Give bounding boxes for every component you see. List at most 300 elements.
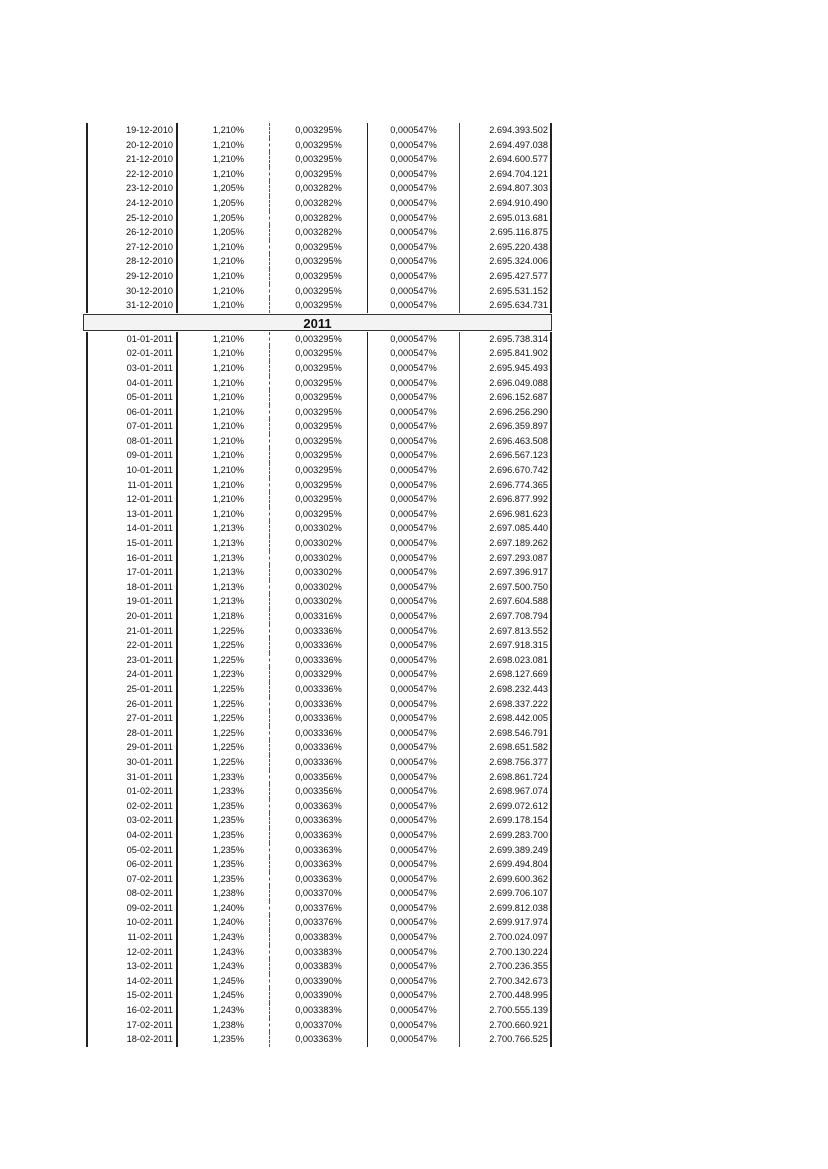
annual-rate-cell: 1,210% [178, 138, 270, 153]
annual-rate-cell: 1,210% [178, 434, 270, 449]
daily-rate-cell: 0,003295% [270, 123, 368, 138]
annual-rate-cell: 1,225% [178, 711, 270, 726]
amount-cell: 2.699.494.804 [460, 857, 552, 872]
annual-rate-cell: 1,210% [178, 240, 270, 255]
date-cell: 12-01-2011 [86, 492, 178, 507]
amount-cell: 2.699.072.612 [460, 799, 552, 814]
amount-cell: 2.697.813.552 [460, 624, 552, 639]
amount-cell: 2.696.774.365 [460, 478, 552, 493]
annual-rate-cell: 1,235% [178, 872, 270, 887]
date-cell: 10-01-2011 [86, 463, 178, 478]
table-row [86, 390, 552, 405]
daily-rate-cell: 0,003295% [270, 254, 368, 269]
amount-cell: 2.699.706.107 [460, 886, 552, 901]
table-row [86, 196, 552, 211]
daily-rate-cell: 0,003295% [270, 376, 368, 391]
annual-rate-cell: 1,210% [178, 332, 270, 347]
date-cell: 04-02-2011 [86, 828, 178, 843]
date-cell: 11-01-2011 [86, 478, 178, 493]
amount-cell: 2.698.861.724 [460, 770, 552, 785]
date-cell: 30-01-2011 [86, 755, 178, 770]
annual-rate-cell: 1,225% [178, 755, 270, 770]
increment-rate-cell: 0,000547% [368, 181, 460, 196]
table-row [86, 1003, 552, 1018]
amount-cell: 2.695.634.731 [460, 298, 552, 313]
table-row [86, 594, 552, 609]
table-row [86, 419, 552, 434]
table-row [86, 872, 552, 887]
table-row [86, 638, 552, 653]
date-cell: 25-12-2010 [86, 211, 178, 226]
date-cell: 26-12-2010 [86, 225, 178, 240]
daily-rate-cell: 0,003282% [270, 225, 368, 240]
date-cell: 29-01-2011 [86, 740, 178, 755]
table-row [86, 361, 552, 376]
daily-rate-cell: 0,003295% [270, 269, 368, 284]
annual-rate-cell: 1,210% [178, 405, 270, 420]
daily-rate-cell: 0,003370% [270, 886, 368, 901]
annual-rate-cell: 1,210% [178, 254, 270, 269]
increment-rate-cell: 0,000547% [368, 123, 460, 138]
annual-rate-cell: 1,210% [178, 298, 270, 313]
increment-rate-cell: 0,000547% [368, 152, 460, 167]
daily-rate-cell: 0,003336% [270, 755, 368, 770]
table-row [86, 269, 552, 284]
amount-cell: 2.698.967.074 [460, 784, 552, 799]
table-row [86, 405, 552, 420]
daily-rate-cell: 0,003316% [270, 609, 368, 624]
daily-rate-cell: 0,003329% [270, 667, 368, 682]
increment-rate-cell: 0,000547% [368, 196, 460, 211]
increment-rate-cell: 0,000547% [368, 332, 460, 347]
annual-rate-cell: 1,245% [178, 988, 270, 1003]
date-cell: 05-01-2011 [86, 390, 178, 405]
amount-cell: 2.695.324.006 [460, 254, 552, 269]
increment-rate-cell: 0,000547% [368, 594, 460, 609]
date-cell: 08-02-2011 [86, 886, 178, 901]
increment-rate-cell: 0,000547% [368, 959, 460, 974]
annual-rate-cell: 1,225% [178, 740, 270, 755]
amount-cell: 2.697.604.588 [460, 594, 552, 609]
daily-rate-cell: 0,003336% [270, 682, 368, 697]
daily-rate-cell: 0,003363% [270, 1032, 368, 1047]
increment-rate-cell: 0,000547% [368, 974, 460, 989]
daily-rate-cell: 0,003295% [270, 346, 368, 361]
table-row [86, 492, 552, 507]
daily-rate-cell: 0,003336% [270, 624, 368, 639]
amount-cell: 2.698.756.377 [460, 755, 552, 770]
table-row [86, 755, 552, 770]
annual-rate-cell: 1,205% [178, 181, 270, 196]
table-row [86, 1018, 552, 1033]
table-row [86, 181, 552, 196]
date-cell: 07-02-2011 [86, 872, 178, 887]
annual-rate-cell: 1,225% [178, 726, 270, 741]
annual-rate-cell: 1,218% [178, 609, 270, 624]
year-separator: 2011 [83, 314, 552, 331]
amount-cell: 2.695.013.681 [460, 211, 552, 226]
annual-rate-cell: 1,213% [178, 594, 270, 609]
daily-rate-cell: 0,003302% [270, 521, 368, 536]
amount-cell: 2.698.442.005 [460, 711, 552, 726]
increment-rate-cell: 0,000547% [368, 1018, 460, 1033]
amount-cell: 2.698.232.443 [460, 682, 552, 697]
increment-rate-cell: 0,000547% [368, 284, 460, 299]
date-cell: 14-01-2011 [86, 521, 178, 536]
increment-rate-cell: 0,000547% [368, 298, 460, 313]
amount-cell: 2.697.500.750 [460, 580, 552, 595]
increment-rate-cell: 0,000547% [368, 521, 460, 536]
amount-cell: 2.699.917.974 [460, 915, 552, 930]
date-cell: 17-02-2011 [86, 1018, 178, 1033]
annual-rate-cell: 1,205% [178, 211, 270, 226]
date-cell: 17-01-2011 [86, 565, 178, 580]
increment-rate-cell: 0,000547% [368, 492, 460, 507]
table-row [86, 463, 552, 478]
table-row [86, 784, 552, 799]
annual-rate-cell: 1,245% [178, 974, 270, 989]
amount-cell: 2.695.116.875 [460, 225, 552, 240]
table-row [86, 225, 552, 240]
increment-rate-cell: 0,000547% [368, 376, 460, 391]
increment-rate-cell: 0,000547% [368, 682, 460, 697]
daily-rate-cell: 0,003295% [270, 138, 368, 153]
rows-2011 [86, 332, 552, 1047]
increment-rate-cell: 0,000547% [368, 740, 460, 755]
amount-cell: 2.695.427.577 [460, 269, 552, 284]
annual-rate-cell: 1,233% [178, 770, 270, 785]
table-row [86, 478, 552, 493]
annual-rate-cell: 1,243% [178, 1003, 270, 1018]
table-row [86, 828, 552, 843]
date-cell: 24-12-2010 [86, 196, 178, 211]
increment-rate-cell: 0,000547% [368, 930, 460, 945]
date-cell: 07-01-2011 [86, 419, 178, 434]
increment-rate-cell: 0,000547% [368, 551, 460, 566]
amount-cell: 2.696.359.897 [460, 419, 552, 434]
increment-rate-cell: 0,000547% [368, 711, 460, 726]
daily-rate-cell: 0,003282% [270, 181, 368, 196]
date-cell: 29-12-2010 [86, 269, 178, 284]
annual-rate-cell: 1,240% [178, 901, 270, 916]
table-row [86, 770, 552, 785]
daily-rate-cell: 0,003295% [270, 152, 368, 167]
amount-cell: 2.700.236.355 [460, 959, 552, 974]
daily-rate-cell: 0,003376% [270, 901, 368, 916]
date-cell: 09-02-2011 [86, 901, 178, 916]
amount-cell: 2.697.918.315 [460, 638, 552, 653]
annual-rate-cell: 1,243% [178, 930, 270, 945]
table-row [86, 653, 552, 668]
date-cell: 13-01-2011 [86, 507, 178, 522]
increment-rate-cell: 0,000547% [368, 507, 460, 522]
annual-rate-cell: 1,238% [178, 1018, 270, 1033]
date-cell: 16-02-2011 [86, 1003, 178, 1018]
date-cell: 15-02-2011 [86, 988, 178, 1003]
increment-rate-cell: 0,000547% [368, 857, 460, 872]
date-cell: 03-01-2011 [86, 361, 178, 376]
date-cell: 27-12-2010 [86, 240, 178, 255]
daily-rate-cell: 0,003295% [270, 332, 368, 347]
annual-rate-cell: 1,210% [178, 361, 270, 376]
date-cell: 01-02-2011 [86, 784, 178, 799]
table-row [86, 211, 552, 226]
increment-rate-cell: 0,000547% [368, 638, 460, 653]
daily-rate-cell: 0,003363% [270, 872, 368, 887]
date-cell: 18-01-2011 [86, 580, 178, 595]
annual-rate-cell: 1,225% [178, 653, 270, 668]
amount-cell: 2.694.807.303 [460, 181, 552, 196]
date-cell: 25-01-2011 [86, 682, 178, 697]
date-cell: 22-12-2010 [86, 167, 178, 182]
annual-rate-cell: 1,210% [178, 376, 270, 391]
date-cell: 28-01-2011 [86, 726, 178, 741]
date-cell: 20-12-2010 [86, 138, 178, 153]
date-cell: 13-02-2011 [86, 959, 178, 974]
annual-rate-cell: 1,233% [178, 784, 270, 799]
annual-rate-cell: 1,213% [178, 521, 270, 536]
table-row [86, 624, 552, 639]
daily-rate-cell: 0,003363% [270, 813, 368, 828]
daily-rate-cell: 0,003336% [270, 726, 368, 741]
amount-cell: 2.698.651.582 [460, 740, 552, 755]
amount-cell: 2.697.396.917 [460, 565, 552, 580]
amount-cell: 2.694.497.038 [460, 138, 552, 153]
daily-rate-cell: 0,003383% [270, 930, 368, 945]
annual-rate-cell: 1,235% [178, 828, 270, 843]
increment-rate-cell: 0,000547% [368, 346, 460, 361]
date-cell: 31-12-2010 [86, 298, 178, 313]
increment-rate-cell: 0,000547% [368, 843, 460, 858]
table-row [86, 521, 552, 536]
daily-rate-cell: 0,003370% [270, 1018, 368, 1033]
annual-rate-cell: 1,235% [178, 813, 270, 828]
table-row [86, 167, 552, 182]
annual-rate-cell: 1,210% [178, 123, 270, 138]
increment-rate-cell: 0,000547% [368, 945, 460, 960]
amount-cell: 2.695.220.438 [460, 240, 552, 255]
increment-rate-cell: 0,000547% [368, 254, 460, 269]
daily-rate-cell: 0,003302% [270, 594, 368, 609]
annual-rate-cell: 1,235% [178, 843, 270, 858]
daily-rate-cell: 0,003376% [270, 915, 368, 930]
annual-rate-cell: 1,205% [178, 225, 270, 240]
daily-rate-cell: 0,003295% [270, 298, 368, 313]
amount-cell: 2.694.704.121 [460, 167, 552, 182]
table-row [86, 915, 552, 930]
amount-cell: 2.700.342.673 [460, 974, 552, 989]
amount-cell: 2.696.670.742 [460, 463, 552, 478]
increment-rate-cell: 0,000547% [368, 536, 460, 551]
annual-rate-cell: 1,210% [178, 390, 270, 405]
amount-cell: 2.696.152.687 [460, 390, 552, 405]
daily-rate-cell: 0,003295% [270, 478, 368, 493]
table-row [86, 945, 552, 960]
date-cell: 16-01-2011 [86, 551, 178, 566]
annual-rate-cell: 1,210% [178, 284, 270, 299]
date-cell: 06-01-2011 [86, 405, 178, 420]
increment-rate-cell: 0,000547% [368, 726, 460, 741]
table-row [86, 799, 552, 814]
daily-rate-cell: 0,003336% [270, 638, 368, 653]
amount-cell: 2.698.337.222 [460, 697, 552, 712]
table-row [86, 284, 552, 299]
date-cell: 21-01-2011 [86, 624, 178, 639]
amount-cell: 2.696.567.123 [460, 448, 552, 463]
date-cell: 27-01-2011 [86, 711, 178, 726]
amount-cell: 2.695.841.902 [460, 346, 552, 361]
increment-rate-cell: 0,000547% [368, 269, 460, 284]
daily-rate-cell: 0,003390% [270, 974, 368, 989]
amount-cell: 2.699.283.700 [460, 828, 552, 843]
increment-rate-cell: 0,000547% [368, 390, 460, 405]
amount-cell: 2.697.189.262 [460, 536, 552, 551]
table-row [86, 565, 552, 580]
date-cell: 15-01-2011 [86, 536, 178, 551]
increment-rate-cell: 0,000547% [368, 240, 460, 255]
annual-rate-cell: 1,235% [178, 857, 270, 872]
amount-cell: 2.700.130.224 [460, 945, 552, 960]
annual-rate-cell: 1,210% [178, 346, 270, 361]
daily-rate-cell: 0,003295% [270, 434, 368, 449]
table-row [86, 332, 552, 347]
amount-cell: 2.696.049.088 [460, 376, 552, 391]
table-row [86, 1032, 552, 1047]
table-row [86, 711, 552, 726]
annual-rate-cell: 1,235% [178, 1032, 270, 1047]
amount-cell: 2.700.024.097 [460, 930, 552, 945]
amount-cell: 2.699.178.154 [460, 813, 552, 828]
amount-cell: 2.697.708.794 [460, 609, 552, 624]
increment-rate-cell: 0,000547% [368, 361, 460, 376]
table-row [86, 813, 552, 828]
annual-rate-cell: 1,243% [178, 959, 270, 974]
annual-rate-cell: 1,213% [178, 580, 270, 595]
annual-rate-cell: 1,205% [178, 196, 270, 211]
increment-rate-cell: 0,000547% [368, 434, 460, 449]
table-row [86, 843, 552, 858]
table-row [86, 886, 552, 901]
increment-rate-cell: 0,000547% [368, 463, 460, 478]
amount-cell: 2.694.393.502 [460, 123, 552, 138]
amount-cell: 2.700.448.995 [460, 988, 552, 1003]
increment-rate-cell: 0,000547% [368, 915, 460, 930]
table-row [86, 740, 552, 755]
increment-rate-cell: 0,000547% [368, 697, 460, 712]
table-row [86, 434, 552, 449]
amount-cell: 2.694.600.577 [460, 152, 552, 167]
table-row [86, 254, 552, 269]
daily-rate-cell: 0,003363% [270, 843, 368, 858]
table-row [86, 901, 552, 916]
daily-rate-cell: 0,003282% [270, 211, 368, 226]
date-cell: 10-02-2011 [86, 915, 178, 930]
table-row [86, 448, 552, 463]
increment-rate-cell: 0,000547% [368, 448, 460, 463]
annual-rate-cell: 1,223% [178, 667, 270, 682]
increment-rate-cell: 0,000547% [368, 901, 460, 916]
table-row [86, 138, 552, 153]
daily-rate-cell: 0,003336% [270, 711, 368, 726]
increment-rate-cell: 0,000547% [368, 225, 460, 240]
daily-rate-cell: 0,003383% [270, 945, 368, 960]
date-cell: 14-02-2011 [86, 974, 178, 989]
table-row [86, 959, 552, 974]
increment-rate-cell: 0,000547% [368, 211, 460, 226]
increment-rate-cell: 0,000547% [368, 609, 460, 624]
annual-rate-cell: 1,210% [178, 478, 270, 493]
increment-rate-cell: 0,000547% [368, 653, 460, 668]
table-row [86, 152, 552, 167]
date-cell: 19-12-2010 [86, 123, 178, 138]
increment-rate-cell: 0,000547% [368, 828, 460, 843]
daily-rate-cell: 0,003363% [270, 857, 368, 872]
annual-rate-cell: 1,210% [178, 152, 270, 167]
daily-rate-cell: 0,003295% [270, 240, 368, 255]
table-row [86, 346, 552, 361]
date-cell: 21-12-2010 [86, 152, 178, 167]
daily-rate-cell: 0,003295% [270, 361, 368, 376]
date-cell: 23-01-2011 [86, 653, 178, 668]
amount-cell: 2.698.127.669 [460, 667, 552, 682]
increment-rate-cell: 0,000547% [368, 872, 460, 887]
daily-rate-cell: 0,003295% [270, 405, 368, 420]
date-cell: 20-01-2011 [86, 609, 178, 624]
increment-rate-cell: 0,000547% [368, 988, 460, 1003]
date-cell: 31-01-2011 [86, 770, 178, 785]
daily-rate-cell: 0,003302% [270, 565, 368, 580]
date-cell: 01-01-2011 [86, 332, 178, 347]
daily-rate-cell: 0,003295% [270, 448, 368, 463]
date-cell: 28-12-2010 [86, 254, 178, 269]
table-row [86, 857, 552, 872]
daily-rate-cell: 0,003383% [270, 1003, 368, 1018]
increment-rate-cell: 0,000547% [368, 1032, 460, 1047]
increment-rate-cell: 0,000547% [368, 405, 460, 420]
annual-rate-cell: 1,210% [178, 492, 270, 507]
table-row [86, 551, 552, 566]
date-cell: 22-01-2011 [86, 638, 178, 653]
annual-rate-cell: 1,213% [178, 565, 270, 580]
date-cell: 19-01-2011 [86, 594, 178, 609]
daily-rate-cell: 0,003302% [270, 551, 368, 566]
annual-rate-cell: 1,210% [178, 448, 270, 463]
increment-rate-cell: 0,000547% [368, 813, 460, 828]
amount-cell: 2.700.766.525 [460, 1032, 552, 1047]
table-row [86, 240, 552, 255]
annual-rate-cell: 1,243% [178, 945, 270, 960]
increment-rate-cell: 0,000547% [368, 784, 460, 799]
daily-rate-cell: 0,003336% [270, 697, 368, 712]
increment-rate-cell: 0,000547% [368, 667, 460, 682]
date-cell: 23-12-2010 [86, 181, 178, 196]
increment-rate-cell: 0,000547% [368, 770, 460, 785]
amount-cell: 2.699.600.362 [460, 872, 552, 887]
date-cell: 05-02-2011 [86, 843, 178, 858]
amount-cell: 2.699.812.038 [460, 901, 552, 916]
annual-rate-cell: 1,210% [178, 419, 270, 434]
daily-rate-cell: 0,003336% [270, 740, 368, 755]
annual-rate-cell: 1,225% [178, 682, 270, 697]
annual-rate-cell: 1,238% [178, 886, 270, 901]
table-row [86, 376, 552, 391]
increment-rate-cell: 0,000547% [368, 167, 460, 182]
daily-rate-cell: 0,003363% [270, 828, 368, 843]
amount-cell: 2.695.738.314 [460, 332, 552, 347]
increment-rate-cell: 0,000547% [368, 1003, 460, 1018]
table-row [86, 682, 552, 697]
amount-cell: 2.694.910.490 [460, 196, 552, 211]
